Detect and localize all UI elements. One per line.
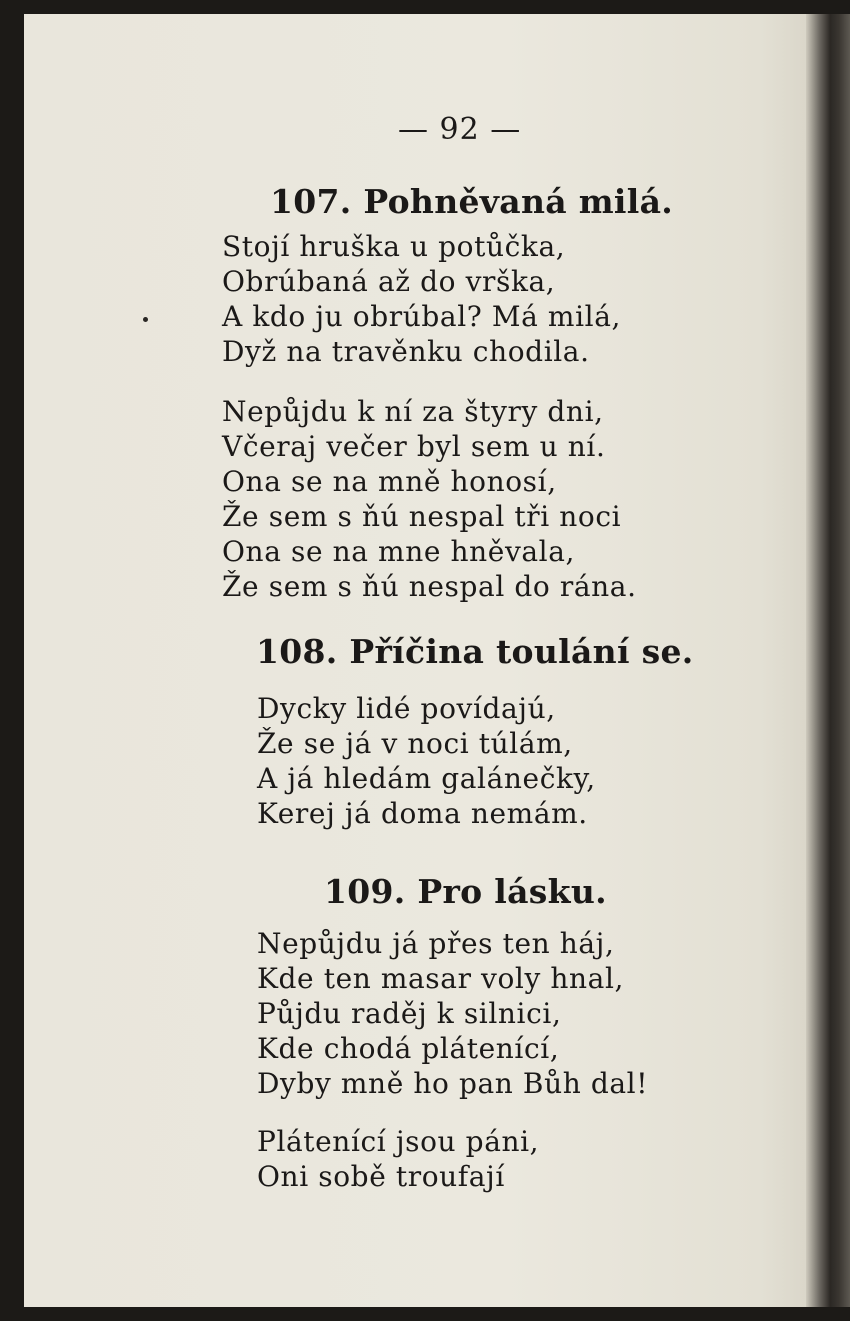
verse-line: Ona se na mne hněvala, — [222, 535, 576, 568]
scan-border-bottom — [0, 1307, 850, 1321]
scan-border-left — [0, 0, 24, 1321]
verse-line: Oni sobě troufají — [257, 1160, 505, 1193]
song-107-stanza-2 — [222, 394, 637, 604]
verse-line: Ona se na mně honosí, — [222, 465, 557, 498]
verse-line: Kde chodá plátenící, — [257, 1032, 560, 1065]
verse-line: A já hledám galánečky, — [257, 762, 596, 795]
verse-line: Dycky lidé povídajú, — [257, 692, 556, 725]
verse-line: Půjdu raděj k silnici, — [257, 997, 562, 1030]
scan-border-top — [0, 0, 850, 14]
song-107-stanza-1 — [222, 229, 621, 369]
song-109-stanza-1 — [257, 926, 648, 1101]
verse-line: Kde ten masar voly hnal, — [257, 962, 625, 995]
verse-line: Včeraj večer byl sem u ní. — [222, 430, 606, 463]
verse-line: Obrúbaná až do vrška, — [222, 265, 556, 298]
verse-line: Dyby mně ho pan Bůh dal! — [257, 1067, 649, 1100]
song-title-107: 107. Pohněvaná milá. — [270, 182, 674, 221]
verse-line: Že sem s ňú nespal do rána. — [222, 570, 637, 603]
verse-line: Stojí hruška u potůčka, — [222, 230, 566, 263]
print-speck — [143, 317, 148, 322]
verse-line: Dyž na travěnku chodila. — [222, 335, 590, 368]
song-108-stanza-1 — [257, 691, 596, 831]
song-109-stanza-2 — [257, 1124, 539, 1194]
verse-line: Kerej já doma nemám. — [257, 797, 588, 830]
verse-line: Že se já v noci túlám, — [257, 727, 573, 760]
song-title-108: 108. Příčina toulání se. — [256, 632, 694, 671]
book-gutter — [806, 14, 850, 1307]
verse-line: Nepůjdu k ní za štyry dni, — [222, 395, 604, 428]
verse-line: Nepůjdu já přes ten háj, — [257, 927, 615, 960]
page-number: — 92 — — [398, 112, 522, 147]
verse-line: Že sem s ňú nespal tři noci — [222, 500, 622, 533]
verse-line: A kdo ju obrúbal? Má milá, — [222, 300, 621, 333]
verse-line: Plátenící jsou páni, — [257, 1125, 540, 1158]
song-title-109: 109. Pro lásku. — [324, 872, 607, 911]
